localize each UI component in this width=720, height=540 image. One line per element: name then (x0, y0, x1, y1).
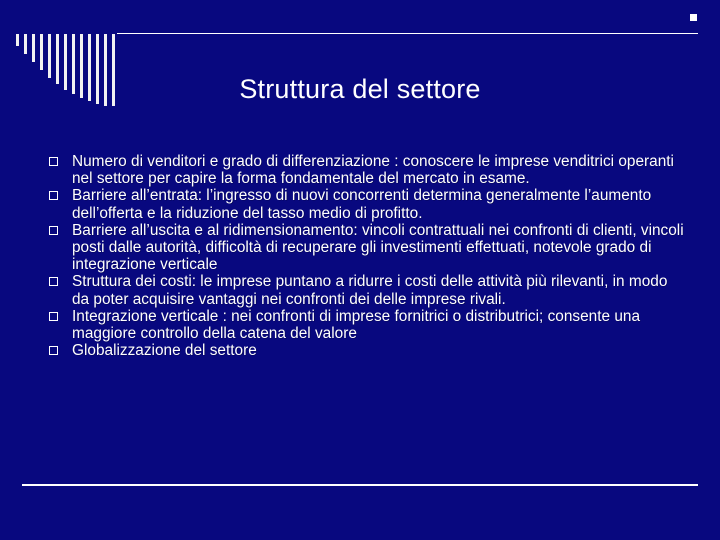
corner-square (690, 14, 697, 21)
decorative-bar (32, 34, 35, 62)
hollow-square-bullet-icon (49, 226, 58, 235)
bullet-item (48, 153, 688, 187)
hollow-square-bullet-icon (49, 346, 58, 355)
decorative-bar (112, 34, 115, 106)
hollow-square-bullet-icon (49, 191, 58, 200)
bullet-text: Globalizzazione del settore (72, 342, 257, 360)
decorative-bar (40, 34, 43, 70)
slide-title: Struttura del settore (239, 74, 481, 104)
bullet-item (48, 342, 688, 359)
decorative-bar (56, 34, 59, 84)
decorative-bar (80, 34, 83, 98)
bullet-item (48, 222, 688, 274)
bullet-text: Integrazione verticale : nei confronti di imprese fornitrici o distributrici; consente una maggiore controllo della catena del valore (72, 307, 641, 343)
decorative-bar (96, 34, 99, 104)
decorative-bar (104, 34, 107, 106)
bullet-text: Barriere all’entrata: l’ingresso di nuovi concorrenti determina generalmente l’aumento dell’offerta e la riduzione del tasso medio di profitto. (72, 187, 652, 222)
bullet-text: Struttura dei costi: le imprese puntano a ridurre i costi delle attività più rilevanti, in modo da poter acquisire vantaggi nei confronti dei delle imprese rivali. (72, 273, 668, 308)
bottom-divider-line (22, 484, 698, 486)
bullet-item (48, 187, 688, 221)
hollow-square-bullet-icon (49, 312, 58, 321)
bullet-item (48, 308, 688, 342)
decorative-bar (16, 34, 19, 46)
bullet-text: Numero di venditori e grado di differenziazione : conoscere le imprese venditrici operanti nel settore per capire la forma fondamentale del mercato in esame. (72, 153, 674, 188)
decorative-bar (72, 34, 75, 94)
top-divider-line (117, 33, 698, 34)
bullet-item (48, 273, 688, 307)
decorative-bar (64, 34, 67, 90)
bullet-list (48, 153, 688, 359)
hollow-square-bullet-icon (49, 157, 58, 166)
decorative-bars (16, 34, 126, 106)
hollow-square-bullet-icon (49, 277, 58, 286)
decorative-bar (24, 34, 27, 54)
bullet-text: Barriere all’uscita e al ridimensionamento: vincoli contrattuali nei confronti di clienti, vincoli posti dalle autorità, difficoltà di recuperare gli investimenti effettuati, notevole grado di integrazione verticale (72, 221, 684, 274)
decorative-bar (48, 34, 51, 78)
decorative-bar (88, 34, 91, 101)
